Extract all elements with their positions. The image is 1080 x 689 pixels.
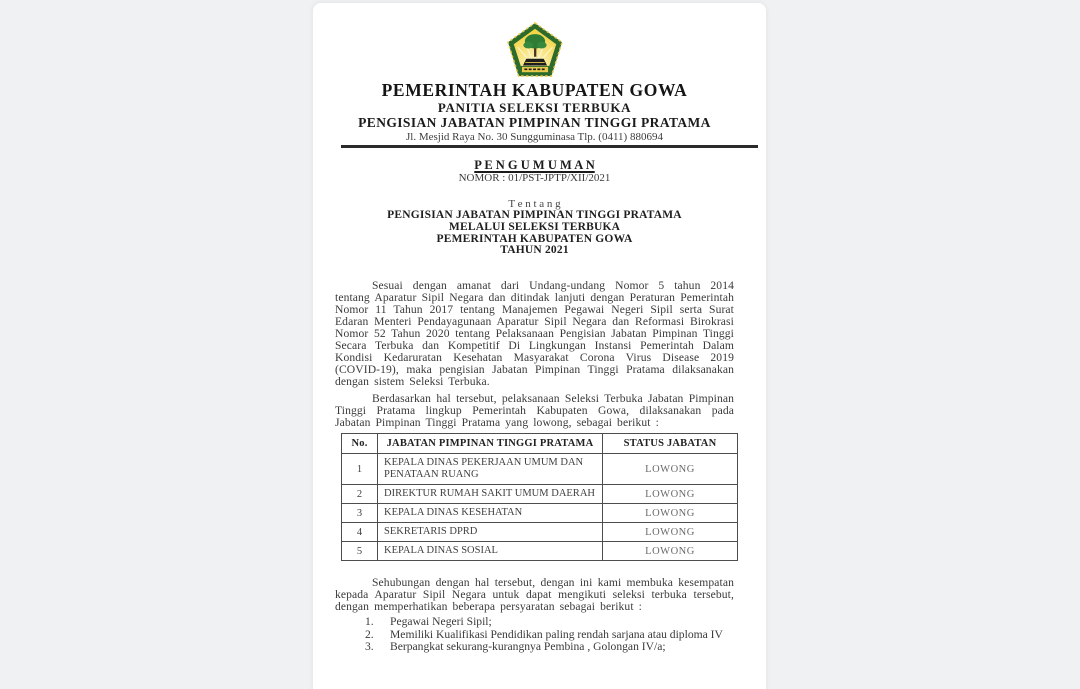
gowa-regency-emblem-icon [506,22,564,78]
list-item-number: 3. [365,640,374,653]
status-value: LOWONG [603,454,738,485]
column-header-status: STATUS JABATAN [603,434,738,454]
subject-line: PENGISIAN JABATAN PIMPINAN TINGGI PRATAMA [387,209,682,221]
row-number: 5 [342,542,378,561]
status-value: LOWONG [603,504,738,523]
table-header-row [342,434,738,454]
subject-line: MELALUI SELEKSI TERBUKA [448,220,621,233]
table-row [342,485,738,504]
subject-line: PEMERINTAH KABUPATEN GOWA [436,232,633,245]
list-item-number: 1. [365,615,374,629]
letterhead-committee-name: PANITIA SELEKSI TERBUKA [437,100,632,115]
letterhead [335,22,734,148]
paragraph-legal-basis: Sesuai dengan amanat dari Undang-undang Nomor 5 tahun 2014 tentang Aparatur Sipil Negara dan ditindak lanjuti dengan Peraturan Pemerintah Nomor 11 Tahun 2017 tentang Manajemen Pegawai Negeri Sipil serta Surat Edaran Menteri Pendayagunaan Aparatur Sipil Negara dan Reformasi Birokrasi Nomor 52 Tahun 2020 tentang Pelaksanaan Pengisian Jabatan Pimpinan Tinggi Secara Terbuka dan Kompetitif Di Lingkungan Instansi Pemerintah Dalam Kondisi Kedaruratan Kesehatan Masyarakat Corona Virus Disease 2019 (COVID-19), maka pengisian Jabatan Pimpinan Tinggi Pratama dilaksanakan dengan sistem Seleksi Terbuka. [335,279,734,389]
status-value: LOWONG [603,542,738,561]
list-item [365,616,734,628]
announcement-heading: P E N G U M U M A N [474,158,595,172]
row-number: 4 [342,523,378,542]
row-number: 1 [342,454,378,485]
document-page [313,3,766,689]
vacancy-table [341,433,738,561]
letterhead-address: Jl. Mesjid Raya No. 30 Sungguminasa Tlp. (0411) 880694 [406,131,663,143]
list-item-text: Memiliki Kualifikasi Pendidikan paling rendah sarjana atau diploma IV [390,627,723,641]
position-name: DIREKTUR RUMAH SAKIT UMUM DAERAH [378,485,603,504]
title-block [335,158,734,257]
letterhead-program-name: PENGISIAN JABATAN PIMPINAN TINGGI PRATAMA [358,115,711,130]
position-name: SEKRETARIS DPRD [378,523,603,542]
subject-line: TAHUN 2021 [500,244,569,257]
letterhead-org-name: PEMERINTAH KABUPATEN GOWA [381,80,688,100]
column-header-no: No. [342,434,378,454]
row-number: 2 [342,485,378,504]
letterhead-divider [341,145,758,148]
list-item-text: Pegawai Negeri Sipil; [390,615,492,629]
requirements-list [365,616,734,653]
column-header-position: JABATAN PIMPINAN TINGGI PRATAMA [378,434,603,454]
paragraph-invitation: Sehubungan dengan hal tersebut, dengan ini kami membuka kesempatan kepada Aparatur Sipil Negara untuk dapat mengikuti seleksi terbuka tersebut, dengan memperhatikan beberapa persyaratan sebagai berikut : [335,576,734,614]
list-item [365,641,734,653]
about-label: T e n t a n g [508,198,561,210]
status-value: LOWONG [603,523,738,542]
table-row [342,542,738,561]
row-number: 3 [342,504,378,523]
table-row [342,454,738,485]
position-name: KEPALA DINAS KESEHATAN [378,504,603,523]
table-row [342,504,738,523]
table-row [342,523,738,542]
status-value: LOWONG [603,485,738,504]
position-name: KEPALA DINAS PEKERJAAN UMUM DAN PENATAAN RUANG [378,454,603,485]
position-name: KEPALA DINAS SOSIAL [378,542,603,561]
list-item-number: 2. [365,627,374,641]
announcement-number: NOMOR : 01/PST-JPTP/XII/2021 [458,172,611,184]
list-item-text: Berpangkat sekurang-kurangnya Pembina , Golongan IV/a; [390,640,666,653]
paragraph-vacancy-intro: Berdasarkan hal tersebut, pelaksanaan Seleksi Terbuka Jabatan Pimpinan Tinggi Pratama lingkup Pemerintah Kabupaten Gowa, dilaksanakan pada Jabatan Pimpinan Tinggi Pratama yang lowong, sebagai berikut : [335,392,734,430]
